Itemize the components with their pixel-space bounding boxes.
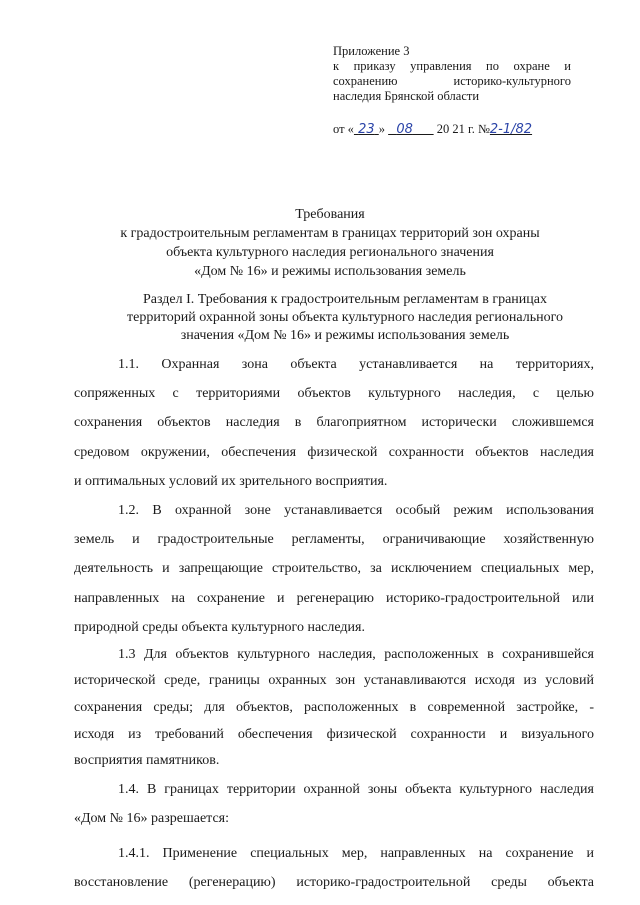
text-line: 1.1. Охранная зона объекта устанавливается на территориях, <box>118 357 594 372</box>
text-line: 1.4. В границах территории охранной зоны объекта культурного наследия <box>118 781 594 797</box>
document-title <box>100 205 560 281</box>
appendix-line: к приказу управления по охране и <box>333 59 571 73</box>
text-line: 1.4.1. Применение специальных мер, направленных на сохранение и <box>118 846 594 862</box>
paragraph-1-4 <box>74 775 594 833</box>
text-line: исторической среде, границы охранных зон устанавливаются исходя из условий <box>74 673 594 689</box>
paragraph-1-4-1 <box>74 839 594 897</box>
paragraph-1-1 <box>74 350 594 496</box>
text-line: восприятия памятников. <box>74 753 220 769</box>
handwritten-day: 23 <box>358 122 375 137</box>
text-line: средовом окружении, обеспечения физической сохранности объектов наследия <box>74 444 594 460</box>
text-line: деятельность и запрещающие строительство, за исключением специальных мер, <box>74 561 594 577</box>
paragraph-1-2 <box>74 496 594 642</box>
section-line: значения «Дом № 16» и режимы использования земель <box>180 328 510 343</box>
appendix-line: наследия Брянской области <box>333 89 480 103</box>
text-line: сохранения среды; для объектов, расположенных в современной застройке, - <box>74 700 594 716</box>
date-mid: » <box>378 122 386 136</box>
title-line: «Дом № 16» и режимы использования земель <box>194 264 466 279</box>
handwritten-order-number: 2-1/82 <box>489 122 533 137</box>
section-heading <box>105 291 585 345</box>
text-line: сохранения объектов наследия в благоприятном исторически сложившемся <box>74 415 594 431</box>
text-line: «Дом № 16» разрешается: <box>74 811 229 827</box>
title-line: к градостроительным регламентам в границах территорий зон охраны <box>120 226 540 241</box>
handwritten-month: 08 <box>396 122 413 137</box>
text-line: исходя из требований обеспечения физической сохранности и визуального <box>74 726 594 742</box>
title-line: Требования <box>295 207 365 222</box>
appendix-title: Приложение 3 <box>333 44 410 58</box>
text-line: и оптимальных условий их зрительного восприятия. <box>74 473 388 489</box>
title-line: объекта культурного наследия регионального значения <box>166 245 494 260</box>
section-line: территорий охранной зоны объекта культурного наследия регионального <box>127 310 563 325</box>
order-date-line <box>333 121 593 138</box>
appendix-line: сохранению историко-культурного <box>333 74 571 88</box>
text-line: восстановление (регенерацию) историко-градостроительной среды объекта <box>74 875 594 891</box>
date-prefix: от « <box>333 122 354 136</box>
date-year-text: 20 21 г. № <box>436 122 490 136</box>
text-line: 1.3 Для объектов культурного наследия, расположенных в сохранившейся <box>118 646 594 662</box>
text-line: сопряженных с территориями объектов культурного наследия, с целью <box>74 386 594 402</box>
text-line: природной среды объекта культурного наследия. <box>74 619 365 635</box>
text-line: земель и градостроительные регламенты, ограничивающие хозяйственную <box>74 532 594 548</box>
text-line: направленных на сохранение и регенерацию историко-градостроительной или <box>74 590 594 606</box>
paragraph-1-3 <box>74 642 594 775</box>
section-line: Раздел I. Требования к градостроительным регламентам в границах <box>143 292 547 307</box>
text-line: 1.2. В охранной зоне устанавливается особый режим использования <box>118 502 594 518</box>
document-body <box>74 350 594 898</box>
appendix-header <box>333 44 571 104</box>
